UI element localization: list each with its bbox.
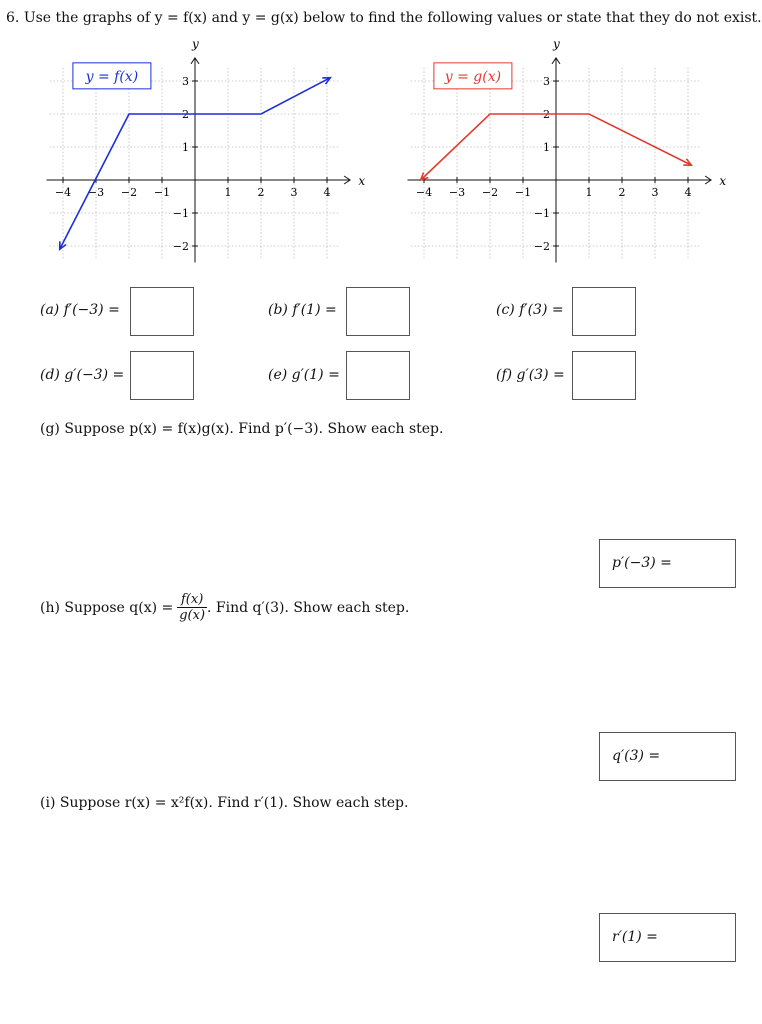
x-tick-label: −1 <box>153 186 171 199</box>
y-tick-label: 2 <box>182 108 189 121</box>
x-tick-label: 4 <box>684 186 692 199</box>
graph-f <box>40 36 366 270</box>
part-h-label <box>40 592 409 623</box>
graph-g <box>410 36 740 270</box>
x-tick-label: −2 <box>481 186 499 199</box>
y-tick-label: 3 <box>182 75 189 88</box>
x-tick-label: 2 <box>618 186 626 199</box>
part-a-label: (a) f′(−3) = <box>40 302 120 318</box>
part-e-label: (e) g′(1) = <box>268 367 340 383</box>
part-c-answer-box[interactable] <box>572 287 636 336</box>
y-tick-label: 1 <box>543 141 550 154</box>
x-axis-label: x <box>358 174 366 188</box>
f-legend-label: y = f(x) <box>85 68 139 85</box>
y-tick-label: −2 <box>172 240 189 253</box>
y-tick-label: −1 <box>172 207 189 220</box>
p-answer-box[interactable] <box>599 539 736 588</box>
part-f-answer-box[interactable] <box>572 351 636 400</box>
part-d-label: (d) g′(−3) = <box>40 367 125 383</box>
y-tick-label: −1 <box>533 207 550 220</box>
part-h-prefix: (h) Suppose q(x) = <box>40 599 174 616</box>
g-legend-label: y = g(x) <box>444 68 502 85</box>
x-tick-label: −4 <box>54 186 72 199</box>
question-text <box>6 10 762 26</box>
part-f-label: (f) g′(3) = <box>496 367 565 383</box>
x-tick-label: −1 <box>514 186 532 199</box>
q-answer-box[interactable] <box>599 732 736 781</box>
x-tick-label: −2 <box>120 186 138 199</box>
x-tick-label: 2 <box>257 186 265 199</box>
question-number: 6. <box>6 10 20 26</box>
y-tick-label: 1 <box>182 141 189 154</box>
part-i-label: (i) Suppose r(x) = x²f(x). Find r′(1). Show each step. <box>40 795 409 811</box>
part-e-answer-box[interactable] <box>346 351 410 400</box>
part-b-answer-box[interactable] <box>346 287 410 336</box>
x-tick-label: 4 <box>323 186 331 199</box>
p-answer-label: p′(−3) = <box>612 555 672 571</box>
x-tick-label: 3 <box>290 186 298 199</box>
x-tick-label: −3 <box>87 186 105 199</box>
x-tick-label: 1 <box>585 186 593 199</box>
part-d-answer-box[interactable] <box>130 351 194 400</box>
part-g-label: (g) Suppose p(x) = f(x)g(x). Find p′(−3). Show each step. <box>40 421 444 437</box>
r-answer-box[interactable] <box>599 913 736 962</box>
part-a-answer-box[interactable] <box>130 287 194 336</box>
question-body: Use the graphs of y = f(x) and y = g(x) below to find the following values or state that they do not exist. <box>23 10 762 26</box>
x-tick-label: 3 <box>651 186 659 199</box>
y-tick-label: 3 <box>543 75 550 88</box>
y-tick-label: 2 <box>543 108 550 121</box>
y-axis-label: y <box>553 36 560 51</box>
y-tick-label: −2 <box>533 240 550 253</box>
part-h-numerator: f(x) <box>177 592 207 608</box>
part-h-denominator: g(x) <box>179 608 206 623</box>
x-tick-label: 1 <box>224 186 232 199</box>
part-c-label: (c) f′(3) = <box>496 302 564 318</box>
r-answer-label: r′(1) = <box>612 929 658 945</box>
part-b-label: (b) f′(1) = <box>268 302 337 318</box>
x-axis-label: x <box>719 174 727 188</box>
x-tick-label: −4 <box>415 186 433 199</box>
x-tick-label: −3 <box>448 186 466 199</box>
part-h-suffix: . Find q′(3). Show each step. <box>207 599 410 616</box>
q-answer-label: q′(3) = <box>612 748 661 764</box>
part-h-fraction <box>177 592 207 623</box>
y-axis-label: y <box>192 36 199 51</box>
